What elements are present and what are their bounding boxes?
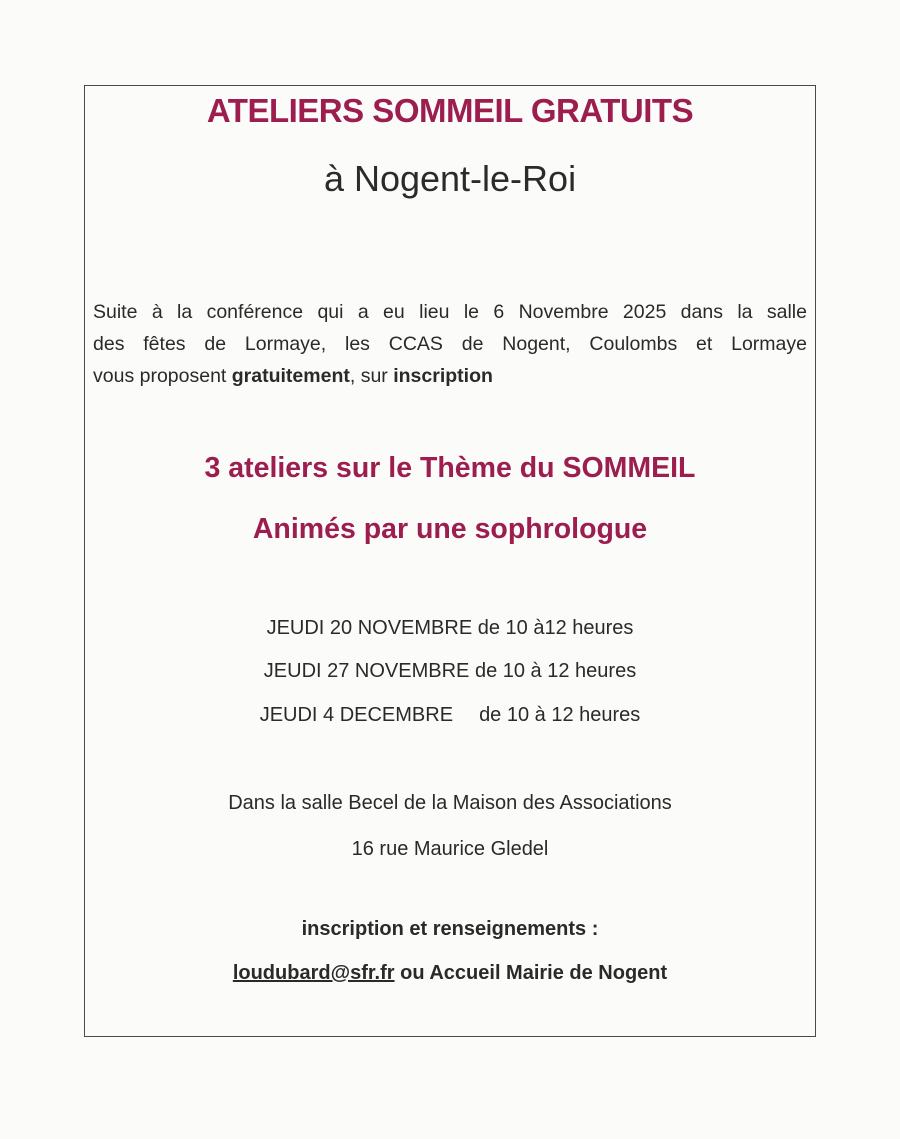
program-heading: 3 ateliers sur le Thème du SOMMEIL [204,452,696,484]
session-date [0,660,900,683]
flyer-title: ATELIERS SOMMEIL GRATUITS [206,92,694,129]
session-time: de 10 à12 heures [477,617,634,639]
venue-place: Dans la salle Becel de la Maison des Associations [228,792,672,814]
contact-alternative: ou Accueil Mairie de Nogent [394,962,668,984]
intro-free-emphasis: gratuitement [231,365,350,387]
session-date [0,617,900,640]
venue-address: 16 rue Maurice Gledel [351,838,549,860]
intro-registration-emphasis: inscription [393,365,493,387]
contact-line [0,962,900,985]
flyer-location: à Nogent-le-Roi [323,158,577,199]
session-day: JEUDI 4 DECEMBRE [259,704,454,726]
intro-line-3 [93,360,807,392]
intro-line-1: Suite à la conférence qui a eu lieu le 6 Novembre 2025 dans la salle [93,301,807,323]
session-date [0,704,900,727]
intro-line-2: des fêtes de Lormaye, les CCAS de Nogent, Coulombs et Lormaye [93,333,807,355]
intro-paragraph [93,296,807,392]
program-subheading: Animés par une sophrologue [252,513,648,545]
session-day: JEUDI 27 NOVEMBRE [263,660,470,682]
contact-heading: inscription et renseignements : [301,918,599,940]
session-time: de 10 à 12 heures [474,660,637,682]
flyer-border [84,85,816,1037]
contact-email-link[interactable]: loudubard@sfr.fr [232,962,395,984]
session-time: de 10 à 12 heures [479,704,641,726]
intro-text: , sur [349,365,394,387]
intro-text: vous proposent [93,365,232,387]
session-day: JEUDI 20 NOVEMBRE [266,617,473,639]
